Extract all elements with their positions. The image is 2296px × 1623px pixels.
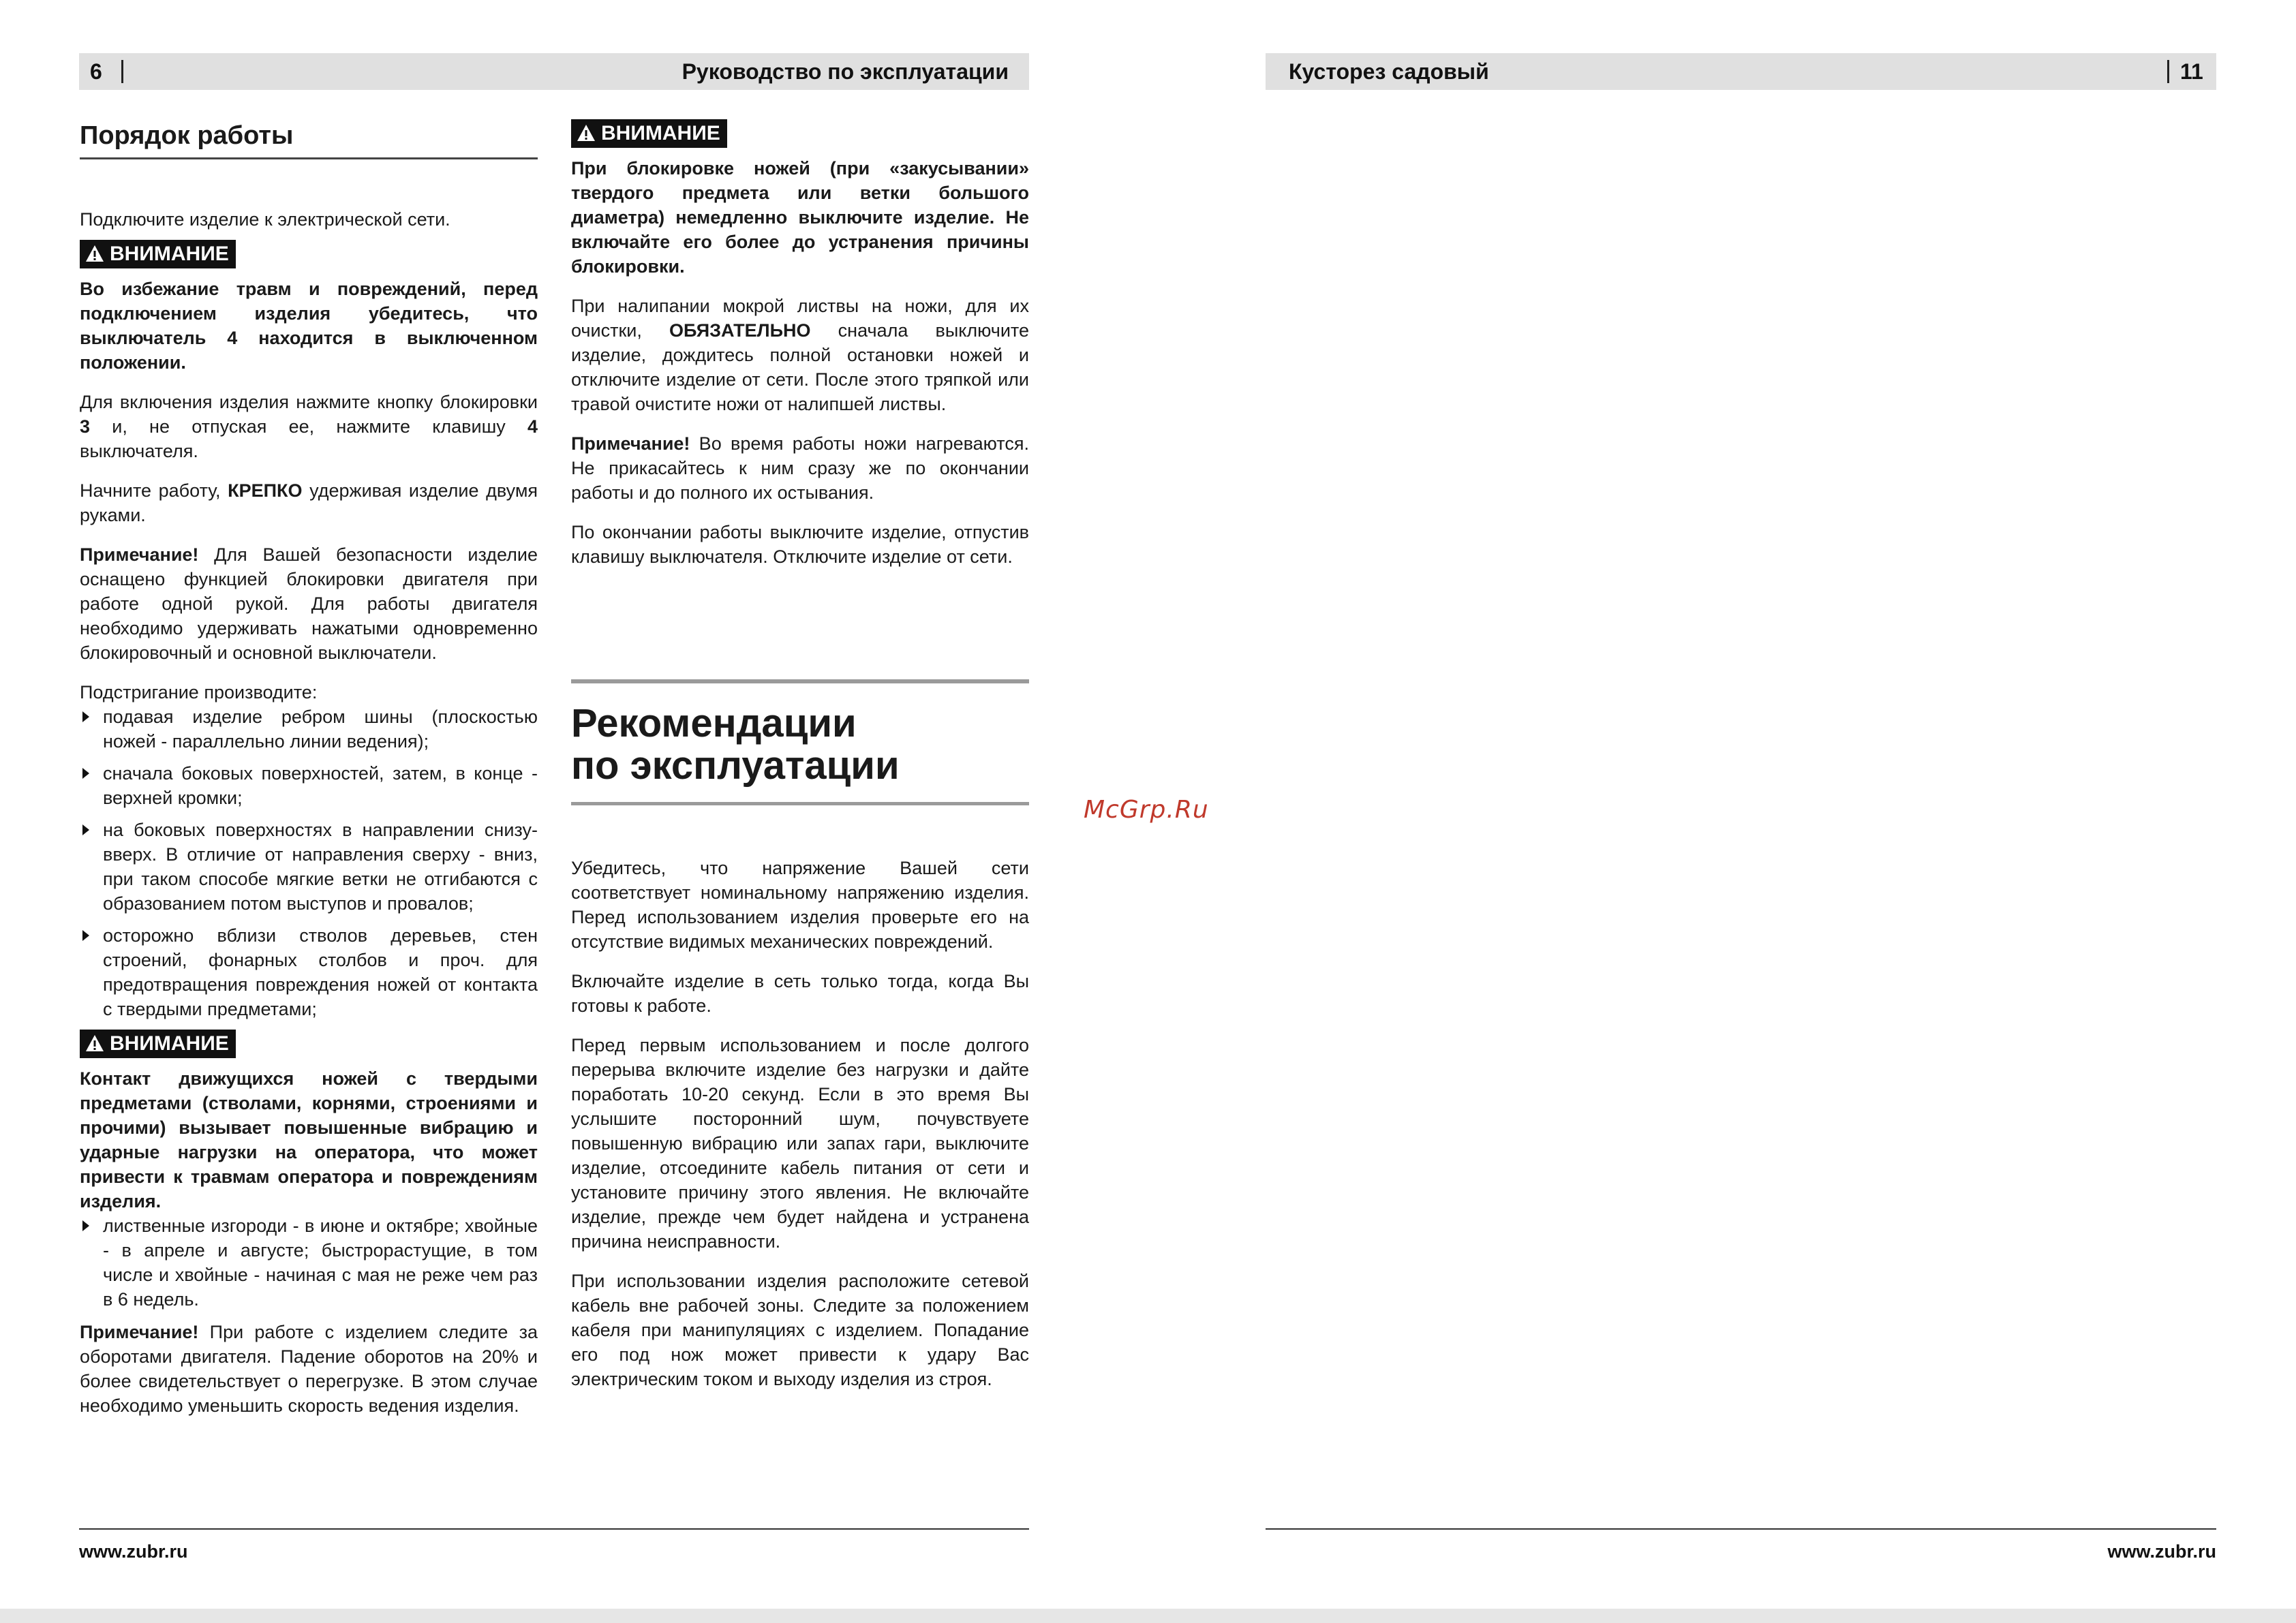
paragraph-cable: При использовании изделия расположите сетевой кабель вне рабочей зоны. Следите за положением кабеля при манипуляциях с изделием. Попадание его под нож может привести к удару Вас электрическим током и выходу изделия из строя. [571,1271,1029,1389]
section-title-work-order: Порядок работы [80,121,294,150]
warning-badge-2 [80,1030,538,1058]
warning-label: ВНИМАНИЕ [110,243,229,265]
warning-badge-1 [80,240,538,268]
list-item: подавая изделие ребром шины (плоскостью ножей - параллельно линии ведения); [80,705,538,754]
note-label: Примечание! [80,544,199,565]
middle-column [571,119,1029,1391]
warning-text-2: Контакт движущихся ножей с твердыми предметами (стволами, корнями, строениями и прочими) вызывает повышенные вибрацию и ударные нагрузки на оператора, что может привести к травмам оператора и повреждениям изделия. [80,1068,538,1211]
section-title-rule [80,157,538,159]
paragraph-leaves: При налипании мокрой листвы на ножи, для их очистки, ОБЯЗАТЕЛЬНО сначала выключите изделие, дождитесь полной остановки ножей и отключите изделие от сети. После этого тряпкой или травой очистите ножи от налипшей листвы. [571,296,1029,414]
paragraph-first-use: Перед первым использованием и после долгого перерыва включите изделие без нагрузки и дайте поработать 10-20 секунд. Если в это время Вы услышите посторонний шум, почувствуете повышенную вибрацию или запах гари, выключите изделие, отсоедините кабель питания от сети и установите причину этого явления. Не включайте изделие, прежде чем будет найдена и устранена причина неисправности. [571,1035,1029,1252]
note-label: Примечание! [571,433,690,454]
warning-text-3: При блокировке ножей (при «закусывании» твердого предмета или ветки большого диаметра) немедленно выключите изделие. Не включайте его более до устранения причины блокировки. [571,158,1029,277]
bullet-arrow-icon [82,930,89,941]
note-1: Примечание! Для Вашей безопасности изделие оснащено функцией блокировки двигателя при работе одной рукой. Для работы двигателя необходимо удерживать нажатыми одновременно блокировочный и основной выключатели. [80,544,538,663]
paragraph-start: Начните работу, КРЕПКО удерживая изделие двумя руками. [80,480,538,525]
header-title-left: Руководство по эксплуатации [682,59,1009,84]
header-bar-right [1266,53,2216,90]
bullet-arrow-icon [82,824,89,835]
header-separator-left [121,60,123,83]
paragraph-ready: Включайте изделие в сеть только тогда, когда Вы готовы к работе. [571,971,1029,1016]
bullet-arrow-icon [82,768,89,779]
trim-bullet-list [80,705,538,1021]
bullet-arrow-icon [82,711,89,722]
warning-triangle-icon [85,245,104,262]
season-bullet-list [80,1214,538,1312]
header-bar-left [79,53,1029,90]
footer-url-right[interactable]: www.zubr.ru [2107,1541,2216,1562]
heading-rule-bottom [571,802,1029,805]
header-separator-right [2167,60,2169,83]
warning-badge-3 [571,119,1029,148]
note-3: Примечание! Во время работы ножи нагреваются. Не прикасайтесь к ним сразу же по окончании работы и до полного их остывания. [571,433,1029,503]
list-item: на боковых поверхностях в направлении снизу-вверх. В отличие от направления сверху - вниз, при таком способе мягкие ветки не отгибаются с образованием потом выступов и провалов; [80,818,538,916]
warning-text-1: Во избежание травм и повреждений, перед подключением изделия убедитесь, что выключатель 4 находится в выключенном положении. [80,279,538,373]
warning-triangle-icon [577,124,596,142]
recommendations-title: Рекомендации по эксплуатации [571,701,900,788]
list-item: сначала боковых поверхностей, затем, в конце - верхней кромки; [80,761,538,810]
bullet-arrow-icon [82,1220,89,1231]
page-number-left: 6 [90,59,102,84]
list-item: лиственные изгороди - в июне и октябре; хвойные - в апреле и августе; быстрорастущие, в том числе и хвойные - начиная с мая не реже чем раз в 6 недель. [80,1214,538,1312]
left-column [80,119,538,1418]
note-2: Примечание! При работе с изделием следите за оборотами двигателя. Падение оборотов на 20% и более свидетельствует о перегрузке. В этом случае необходимо уменьшить скорость ведения изделия. [80,1322,538,1416]
paragraph-connect: Подключите изделие к электрической сети. [80,209,450,230]
page-number-right: 11 [2180,59,2203,84]
paragraph-voltage: Убедитесь, что напряжение Вашей сети соответствует номинальному напряжению изделия. Перед использованием изделия проверьте его на отсутствие видимых механических повреждений. [571,858,1029,952]
footer-rule-right [1266,1528,2216,1530]
warning-label: ВНИМАНИЕ [601,122,720,144]
watermark: McGrp.Ru [1084,796,1209,824]
paragraph-finish: По окончании работы выключите изделие, отпустив клавишу выключателя. Отключите изделие от сети. [571,522,1029,567]
header-title-right: Кусторез садовый [1289,59,1489,84]
warning-triangle-icon [85,1034,104,1052]
recommendations-heading-block [571,679,1029,805]
page-bottom-strip [0,1609,2296,1623]
paragraph-switch: Для включения изделия нажмите кнопку блокировки 3 и, не отпуская ее, нажмите клавишу 4 выключателя. [80,392,538,461]
list-item: осторожно вблизи стволов деревьев, стен строений, фонарных столбов и проч. для предотвращения повреждения ножей от контакта с твердыми предметами; [80,923,538,1021]
paragraph-trim: Подстригание производите: [80,682,318,702]
warning-label: ВНИМАНИЕ [110,1032,229,1055]
footer-url-left[interactable]: www.zubr.ru [79,1541,188,1562]
footer-rule-left [79,1528,1029,1530]
note-label: Примечание! [80,1322,199,1342]
